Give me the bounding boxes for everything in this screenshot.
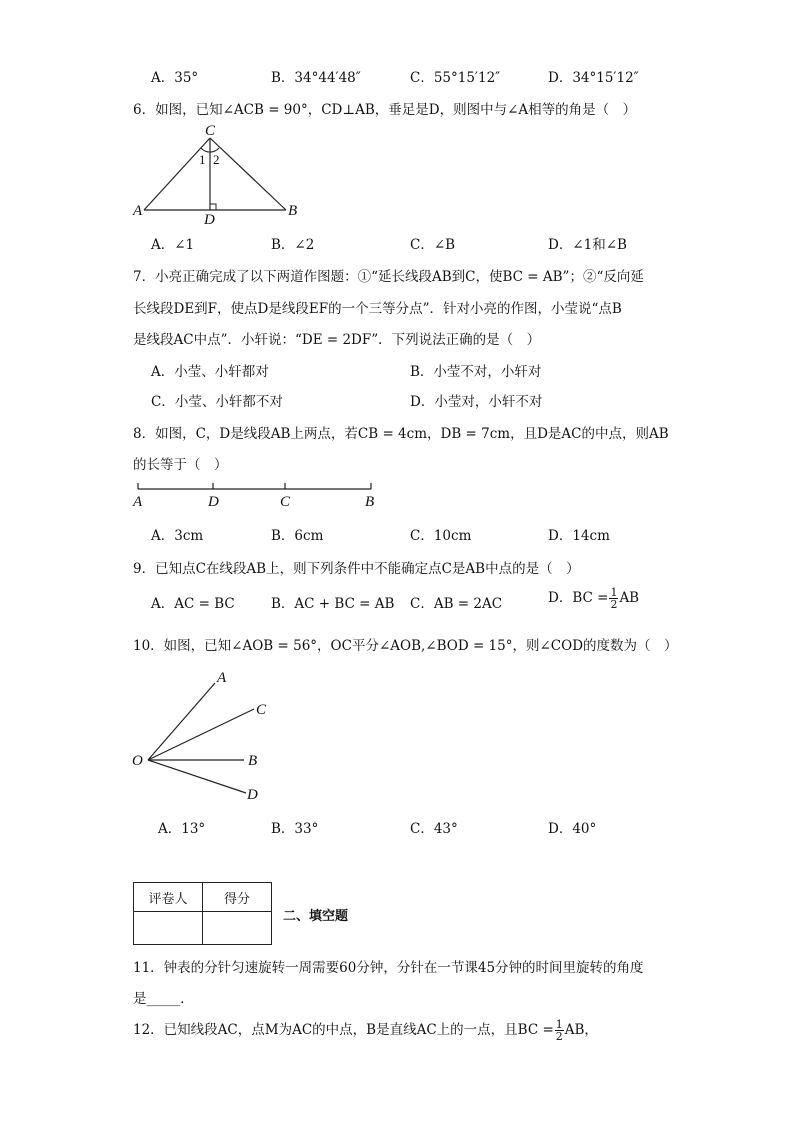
q10-option-c: C．43° xyxy=(410,821,458,837)
q12-fraction-denominator: 2 xyxy=(555,1030,563,1043)
q12-fraction xyxy=(555,1019,564,1042)
q6-option-b: B．∠2 xyxy=(271,237,315,253)
q10-option-a: A．13° xyxy=(158,821,206,837)
q5-option-a: A．35° xyxy=(151,70,199,86)
q6-option-a: A．∠1 xyxy=(151,237,195,253)
q5-option-d: D．34°15′12″ xyxy=(548,70,639,86)
q8-line-2: 的长等于（ ） xyxy=(133,457,228,473)
q8-segment-figure xyxy=(128,478,388,512)
q6-label-d: D xyxy=(204,212,215,225)
q10-label-o: O xyxy=(132,753,143,769)
q7-option-b: B．小莹不对，小轩对 xyxy=(410,364,542,380)
section-title-fill-in: 二、填空题 xyxy=(283,909,349,924)
q5-option-c: C．55°15′12″ xyxy=(410,70,501,86)
q11-line-1: 11．钟表的分针匀速旋转一周需要60分钟，分针在一节课45分钟的时间里旋转的角度 xyxy=(133,960,644,976)
q10-label-b: B xyxy=(248,753,258,769)
q12-line-1 xyxy=(133,1018,598,1042)
q10-label-a: A xyxy=(217,670,227,686)
q8-line-1: 8．如图，C，D是线段AB上两点，若CB = 4cm，DB = 7cm，且D是AC的中点，则AB xyxy=(133,426,669,442)
q6-option-c: C．∠B xyxy=(410,237,456,253)
score-box-reviewer-label: 评卷人 xyxy=(134,883,203,912)
score-box-score-label: 得分 xyxy=(203,883,272,912)
q9-question: 9．已知点C在线段AB上，则下列条件中不能确定点C是AB中点的是（ ） xyxy=(133,561,580,577)
q6-option-d: D．∠1和∠B xyxy=(548,237,627,253)
score-box xyxy=(133,882,272,945)
q9-option-d-prefix: D．BC = xyxy=(548,590,609,606)
q7-line-2: 长线段DE到F，使点D是线段EF的一个三等分点”．针对小亮的作图，小莹说“点B xyxy=(133,301,622,317)
q8-option-d: D．14cm xyxy=(548,528,610,544)
q9-option-d-fraction xyxy=(609,587,618,610)
q6-question: 6．如图，已知∠ACB = 90°，CD⊥AB，垂足是D，则图中与∠A相等的角是（ ） xyxy=(133,102,637,118)
q8-option-a: A．3cm xyxy=(151,528,204,544)
q6-angle-1: 1 xyxy=(199,152,206,167)
score-box-reviewer-cell xyxy=(134,912,203,945)
q7-option-c: C．小莹、小轩都不对 xyxy=(151,394,283,410)
q10-question: 10．如图，已知∠AOB = 56°，OC平分∠AOB,∠BOD = 15°，则∠COD的度数为（ ） xyxy=(133,638,678,654)
q7-option-d: D．小莹对，小轩不对 xyxy=(410,394,543,410)
q10-option-b: B．33° xyxy=(271,821,319,837)
q7-line-1: 7．小亮正确完成了以下两道作图题：①“延长线段AB到C，使BC = AB”；②“反向延 xyxy=(133,269,644,285)
q10-label-d: D xyxy=(247,787,258,803)
q6-label-a: A xyxy=(133,203,143,219)
q10-option-d: D．40° xyxy=(548,821,597,837)
q12-suffix: AB， xyxy=(564,1022,598,1038)
q9-option-a: A．AC = BC xyxy=(151,596,235,612)
q8-label-d: D xyxy=(208,494,219,510)
q6-label-c: C xyxy=(205,123,216,139)
q11-line-2: 是_____． xyxy=(133,991,194,1007)
q9-option-b: B．AC + BC = AB xyxy=(271,596,395,612)
q9-option-d-suffix: AB xyxy=(619,590,640,606)
q8-label-c: C xyxy=(280,494,291,510)
q8-option-c: C．10cm xyxy=(410,528,472,544)
q6-label-b: B xyxy=(288,203,298,219)
q8-label-a: A xyxy=(133,494,143,510)
q7-option-a: A．小莹、小轩都对 xyxy=(151,364,269,380)
q6-angle-2: 2 xyxy=(213,152,220,167)
score-box-score-cell xyxy=(203,912,272,945)
q7-line-3: 是线段AC中点”．小轩说：“DE = 2DF”．下列说法正确的是（ ） xyxy=(133,332,541,348)
q12-prefix: 12．已知线段AC，点M为AC的中点，B是直线AC上的一点，且BC = xyxy=(133,1022,554,1038)
q10-label-c: C xyxy=(256,702,267,718)
q9-option-c: C．AB = 2AC xyxy=(410,596,503,612)
q9-fraction-numerator: 1 xyxy=(610,586,618,599)
q8-label-b: B xyxy=(365,494,375,510)
q12-fraction-numerator: 1 xyxy=(555,1018,563,1031)
q8-option-b: B．6cm xyxy=(271,528,324,544)
q9-fraction-denominator: 2 xyxy=(610,598,618,611)
q10-angle-figure xyxy=(128,665,278,805)
q9-option-d xyxy=(548,586,639,610)
q5-option-b: B．34°44′48″ xyxy=(271,70,361,86)
q6-triangle-figure xyxy=(130,120,310,225)
